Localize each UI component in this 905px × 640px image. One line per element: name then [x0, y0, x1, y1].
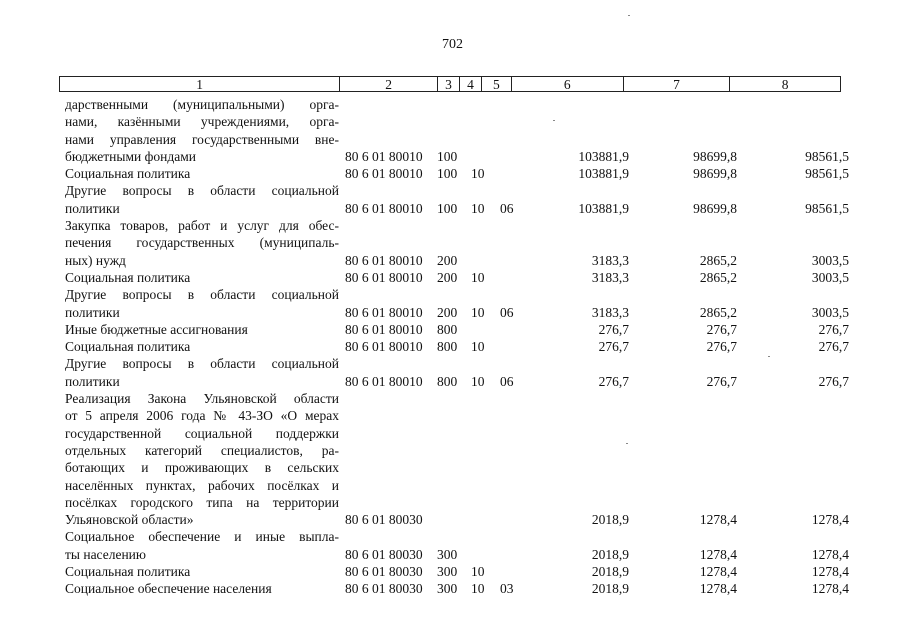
- header-col-2: 2: [340, 77, 438, 91]
- row-name-line: Закупка товаров, работ и услуг для обес-: [65, 218, 339, 234]
- cell-amount-col8: 3003,5: [811, 304, 849, 320]
- row-name-line: нами управления государственными вне-: [65, 131, 339, 147]
- row-name-line: государственной социальной поддержки: [65, 425, 339, 441]
- table-row: [59, 217, 849, 269]
- table-row: [59, 580, 849, 597]
- table-row: [59, 182, 849, 217]
- row-name-line: Ульяновской области»: [65, 512, 194, 528]
- cell-amount-col6: 276,7: [598, 373, 629, 389]
- cell-expense-type: 800: [437, 321, 458, 337]
- header-col-4: 4: [460, 77, 482, 91]
- cell-target-article: 80 6 01 80030: [345, 546, 423, 562]
- scan-speck: [768, 356, 770, 357]
- row-name: [59, 528, 339, 563]
- header-col-6: 6: [512, 77, 624, 91]
- scan-speck: [628, 15, 630, 16]
- row-name: [59, 580, 339, 597]
- row-name-line: Реализация Закона Ульяновской области: [65, 391, 339, 407]
- header-col-7: 7: [624, 77, 731, 91]
- table-row: [59, 563, 849, 580]
- cell-amount-col6: 2018,9: [591, 546, 629, 562]
- scan-speck: [626, 443, 628, 444]
- page-number: 702: [442, 37, 463, 52]
- table-row: [59, 96, 849, 165]
- cell-amount-col8: 1278,4: [811, 564, 849, 580]
- row-name-line: ных) нужд: [65, 252, 126, 268]
- row-name-line: Социальная политика: [65, 166, 191, 182]
- row-name-line: политики: [65, 200, 120, 216]
- row-name-line: Социальная политика: [65, 564, 191, 580]
- row-name-line: дарственными (муниципальными) орга-: [65, 97, 339, 112]
- row-name-line: от 5 апреля 2006 года № 43-ЗО «О мерах: [65, 408, 339, 424]
- cell-target-article: 80 6 01 80030: [345, 581, 423, 597]
- cell-target-article: 80 6 01 80010: [345, 373, 423, 389]
- cell-target-article: 80 6 01 80010: [345, 166, 423, 182]
- cell-amount-col8: 3003,5: [811, 269, 849, 285]
- cell-amount-col6: 3183,3: [591, 269, 629, 285]
- row-name: [59, 563, 339, 580]
- cell-amount-col8: 276,7: [818, 373, 849, 389]
- row-name-line: Другие вопросы в области социальной: [65, 287, 339, 303]
- row-name-line: Иные бюджетные ассигнования: [65, 321, 248, 337]
- cell-amount-col8: 276,7: [818, 339, 849, 355]
- row-name: [59, 96, 339, 165]
- row-name-line: печения государственных (муниципаль-: [65, 235, 339, 251]
- cell-amount-col6: 2018,9: [591, 512, 629, 528]
- cell-amount-col8: 1278,4: [811, 546, 849, 562]
- cell-expense-type: 200: [437, 304, 458, 320]
- row-name: [59, 269, 339, 286]
- cell-expense-type: 100: [437, 166, 458, 182]
- cell-section: 10: [471, 339, 485, 355]
- row-name: [59, 355, 339, 390]
- table-row: [59, 355, 849, 390]
- table-row: [59, 269, 849, 286]
- cell-amount-col6: 276,7: [598, 339, 629, 355]
- cell-section: 10: [471, 200, 485, 216]
- table-row: [59, 321, 849, 338]
- table-row: [59, 528, 849, 563]
- cell-section: 10: [471, 269, 485, 285]
- cell-expense-type: 200: [437, 252, 458, 268]
- row-name: [59, 286, 339, 321]
- cell-amount-col7: 276,7: [706, 339, 737, 355]
- cell-amount-col7: 1278,4: [699, 564, 737, 580]
- cell-amount-col7: 98699,8: [693, 166, 737, 182]
- cell-amount-col8: 276,7: [818, 321, 849, 337]
- cell-expense-type: 800: [437, 373, 458, 389]
- cell-amount-col6: 3183,3: [591, 304, 629, 320]
- row-name-line: отдельных категорий специалистов, ра-: [65, 442, 339, 458]
- table-row: [59, 165, 849, 182]
- header-col-1: 1: [60, 77, 340, 91]
- row-name-line: Социальная политика: [65, 269, 191, 285]
- header-col-3: 3: [438, 77, 460, 91]
- cell-amount-col7: 2865,2: [699, 304, 737, 320]
- cell-target-article: 80 6 01 80010: [345, 269, 423, 285]
- cell-amount-col7: 2865,2: [699, 252, 737, 268]
- cell-target-article: 80 6 01 80010: [345, 321, 423, 337]
- cell-amount-col6: 103881,9: [578, 148, 629, 164]
- cell-target-article: 80 6 01 80030: [345, 564, 423, 580]
- cell-section: 10: [471, 304, 485, 320]
- cell-expense-type: 800: [437, 339, 458, 355]
- cell-amount-col6: 3183,3: [591, 252, 629, 268]
- cell-amount-col6: 2018,9: [591, 564, 629, 580]
- row-name: [59, 390, 339, 528]
- cell-amount-col6: 276,7: [598, 321, 629, 337]
- row-name-line: Другие вопросы в области социальной: [65, 356, 339, 372]
- cell-expense-type: 300: [437, 546, 458, 562]
- cell-amount-col8: 98561,5: [805, 200, 849, 216]
- row-name-line: Социальная политика: [65, 339, 191, 355]
- row-name-line: политики: [65, 304, 120, 320]
- row-name-line: Социальное обеспечение и иные выпла-: [65, 529, 339, 545]
- cell-target-article: 80 6 01 80030: [345, 512, 423, 528]
- table-row: [59, 338, 849, 355]
- cell-target-article: 80 6 01 80010: [345, 339, 423, 355]
- table-header: [59, 76, 841, 92]
- cell-amount-col7: 1278,4: [699, 581, 737, 597]
- cell-amount-col8: 1278,4: [811, 581, 849, 597]
- row-name-line: Другие вопросы в области социальной: [65, 183, 339, 199]
- cell-target-article: 80 6 01 80010: [345, 148, 423, 164]
- table-body: [59, 96, 849, 598]
- cell-target-article: 80 6 01 80010: [345, 252, 423, 268]
- cell-section: 10: [471, 166, 485, 182]
- cell-section: 10: [471, 581, 485, 597]
- row-name-line: нами, казёнными учреждениями, орга-: [65, 114, 339, 130]
- cell-amount-col7: 98699,8: [693, 148, 737, 164]
- cell-section: 10: [471, 564, 485, 580]
- cell-subsection: 06: [500, 373, 514, 389]
- cell-amount-col7: 2865,2: [699, 269, 737, 285]
- header-col-8: 8: [781, 77, 789, 92]
- row-name: [59, 338, 339, 355]
- cell-amount-col7: 276,7: [706, 373, 737, 389]
- scan-speck: [553, 120, 555, 121]
- row-name: [59, 165, 339, 182]
- cell-amount-col7: 98699,8: [693, 200, 737, 216]
- table-row: [59, 286, 849, 321]
- cell-target-article: 80 6 01 80010: [345, 200, 423, 216]
- row-name-line: ботающих и проживающих в сельских: [65, 460, 339, 476]
- cell-subsection: 06: [500, 304, 514, 320]
- cell-amount-col8: 1278,4: [811, 512, 849, 528]
- header-col-5: 5: [482, 77, 512, 91]
- cell-expense-type: 200: [437, 269, 458, 285]
- cell-amount-col8: 98561,5: [805, 148, 849, 164]
- cell-amount-col7: 1278,4: [699, 512, 737, 528]
- cell-expense-type: 300: [437, 581, 458, 597]
- cell-section: 10: [471, 373, 485, 389]
- cell-subsection: 06: [500, 200, 514, 216]
- row-name: [59, 321, 339, 338]
- cell-target-article: 80 6 01 80010: [345, 304, 423, 320]
- row-name-line: посёлках городского типа на территории: [65, 494, 339, 510]
- row-name: [59, 217, 339, 269]
- cell-amount-col6: 103881,9: [578, 200, 629, 216]
- cell-amount-col6: 2018,9: [591, 581, 629, 597]
- cell-amount-col8: 3003,5: [811, 252, 849, 268]
- cell-subsection: 03: [500, 581, 514, 597]
- row-name-line: Социальное обеспечение населения: [65, 581, 272, 597]
- cell-expense-type: 100: [437, 200, 458, 216]
- cell-expense-type: 300: [437, 564, 458, 580]
- table-row: [59, 390, 849, 528]
- cell-expense-type: 100: [437, 148, 458, 164]
- row-name-line: политики: [65, 373, 120, 389]
- row-name-line: бюджетными фондами: [65, 148, 196, 164]
- row-name-line: населённых пунктах, рабочих посёлках и: [65, 477, 339, 493]
- cell-amount-col6: 103881,9: [578, 166, 629, 182]
- cell-amount-col7: 276,7: [706, 321, 737, 337]
- cell-amount-col7: 1278,4: [699, 546, 737, 562]
- row-name: [59, 182, 339, 217]
- row-name-line: ты населению: [65, 546, 146, 562]
- cell-amount-col8: 98561,5: [805, 166, 849, 182]
